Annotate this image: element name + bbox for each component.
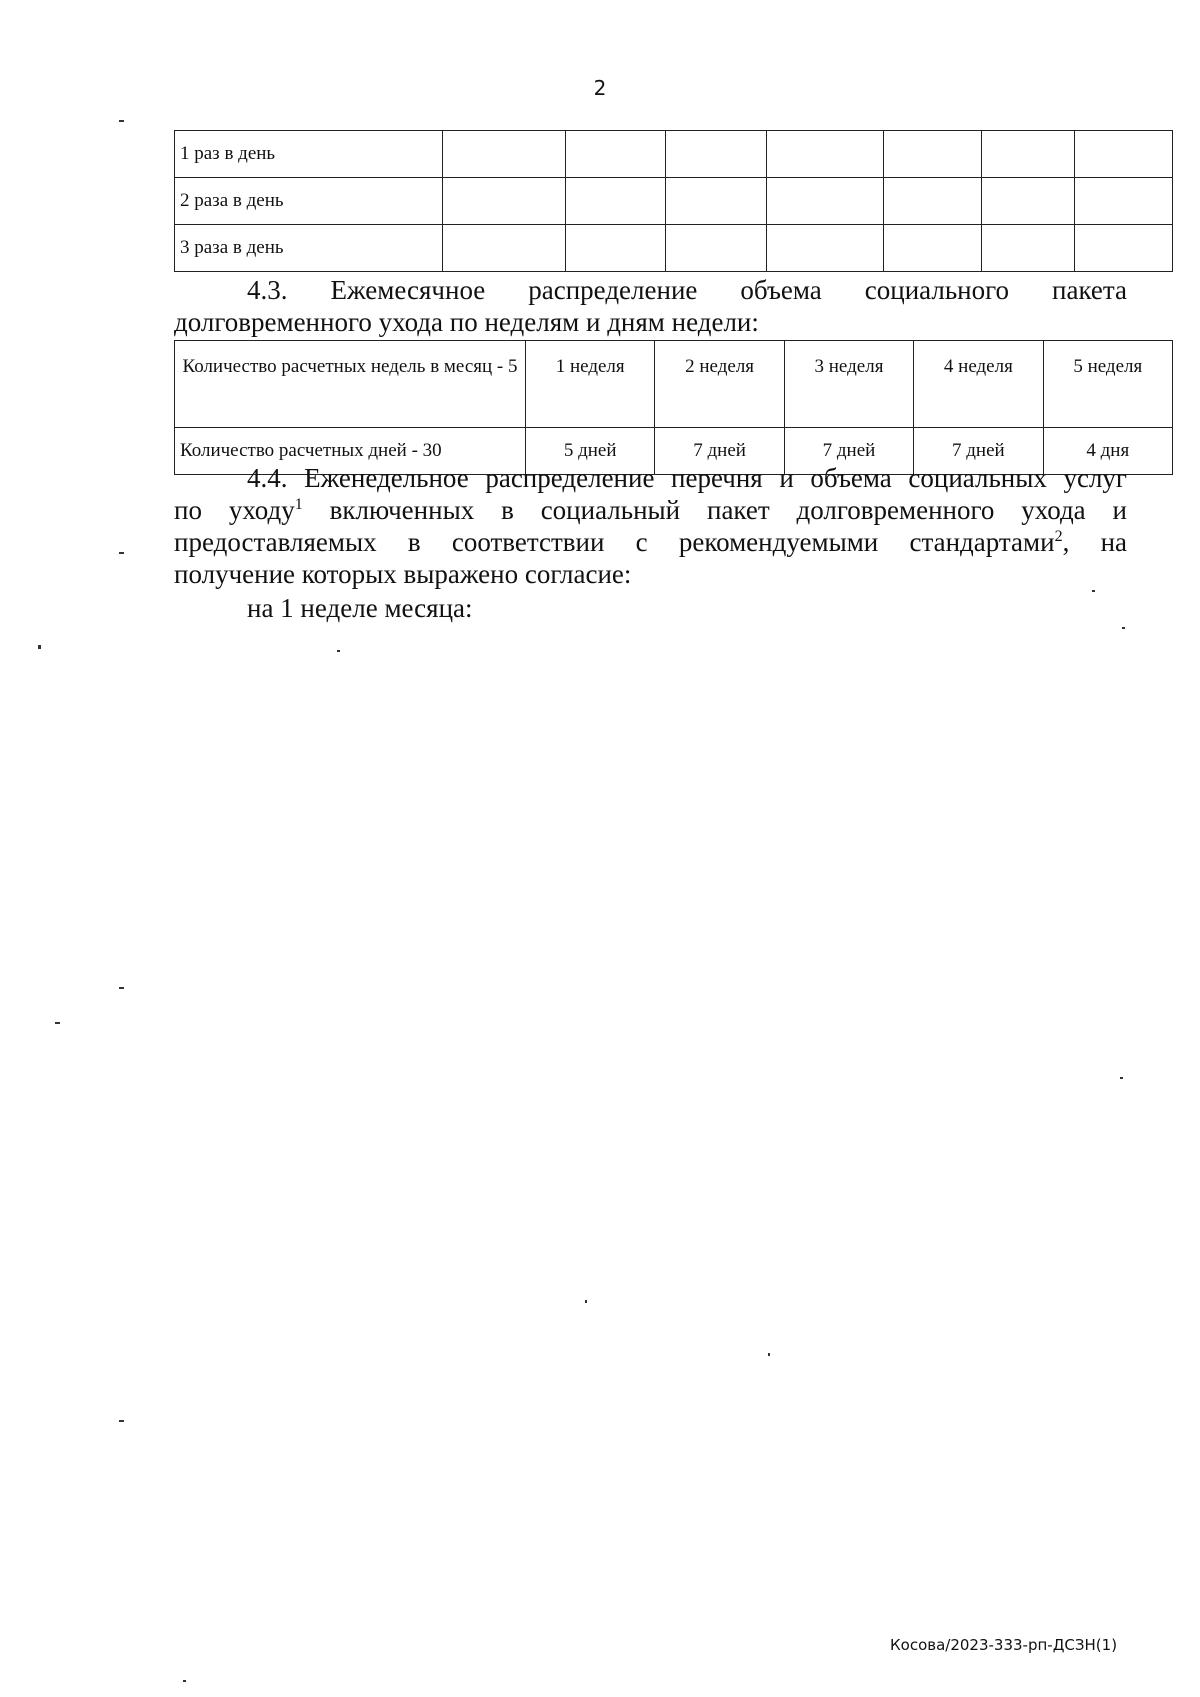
section-4-4-line-3 xyxy=(174,526,1127,558)
table-cell xyxy=(883,178,982,225)
table-cell: 2 неделя xyxy=(655,341,784,428)
table-cell xyxy=(767,131,884,178)
scan-speck xyxy=(1120,1077,1123,1079)
table-cell xyxy=(982,225,1075,272)
table-row xyxy=(175,225,1173,272)
table-cell: 7 дней xyxy=(655,428,784,475)
scan-speck xyxy=(119,552,124,554)
table-cell: 7 дней xyxy=(914,428,1043,475)
scan-speck xyxy=(119,1420,124,1422)
row-label: 3 раза в день xyxy=(175,225,443,272)
table-cell xyxy=(982,131,1075,178)
scan-speck xyxy=(38,645,41,649)
section-4-4-line-4: получение которых выражено согласие: xyxy=(174,559,632,589)
row-label: 1 раз в день xyxy=(175,131,443,178)
section-4-3-paragraph xyxy=(174,274,1127,338)
table-cell: Количество расчетных дней - 30 xyxy=(175,428,526,475)
table-cell xyxy=(565,225,666,272)
table-cell: 5 дней xyxy=(526,428,655,475)
table-cell xyxy=(982,178,1075,225)
section-4-4-line-1: 4.4. Еженедельное распределение перечня и объема социальных услуг xyxy=(247,463,1127,493)
scan-speck xyxy=(55,1022,60,1024)
page-number: 2 xyxy=(593,76,607,100)
table-cell xyxy=(1075,225,1173,272)
scan-speck xyxy=(1122,627,1125,629)
table-cell xyxy=(666,131,767,178)
table-cell: 7 дней xyxy=(784,428,913,475)
frequency-table xyxy=(174,130,1173,272)
text-fragment: включенных в социальный пакет долговременного ухода и xyxy=(302,495,1127,525)
weekly-distribution-table xyxy=(174,340,1173,475)
table-cell xyxy=(767,178,884,225)
footnote-ref-1: 1 xyxy=(294,496,303,513)
table-cell: 1 неделя xyxy=(526,341,655,428)
table-row xyxy=(175,341,1173,428)
table-cell: Количество расчетных недель в месяц - 5 xyxy=(175,341,526,428)
week-label: на 1 неделе месяца: xyxy=(247,593,473,623)
table-cell xyxy=(565,178,666,225)
row-label: 2 раза в день xyxy=(175,178,443,225)
table-cell: 4 неделя xyxy=(914,341,1043,428)
table-cell xyxy=(767,225,884,272)
scan-speck xyxy=(768,1353,770,1356)
table-cell xyxy=(1075,131,1173,178)
table-cell: 5 неделя xyxy=(1043,341,1172,428)
table-cell xyxy=(883,225,982,272)
table-cell: 3 неделя xyxy=(784,341,913,428)
table-row xyxy=(175,178,1173,225)
table-cell xyxy=(443,131,565,178)
table-cell xyxy=(666,178,767,225)
section-4-3-line-2: долговременного ухода по неделям и дням недели: xyxy=(174,307,759,337)
table-row xyxy=(175,131,1173,178)
table-cell xyxy=(443,225,565,272)
section-4-3-line-1: 4.3. Ежемесячное распределение объема социального пакета xyxy=(247,275,1127,305)
text-fragment: , на xyxy=(1062,527,1127,557)
scan-speck xyxy=(1092,590,1095,592)
table-cell xyxy=(443,178,565,225)
scan-speck xyxy=(337,650,340,652)
table-cell xyxy=(883,131,982,178)
table-cell xyxy=(565,131,666,178)
scan-speck xyxy=(119,120,124,122)
scan-speck xyxy=(585,1300,587,1303)
table-cell xyxy=(666,225,767,272)
section-4-4-paragraph xyxy=(174,462,1127,590)
footnote-ref-2: 2 xyxy=(1054,528,1063,545)
table-cell: 4 дня xyxy=(1043,428,1172,475)
section-4-4-line-2 xyxy=(174,494,1127,526)
table-cell xyxy=(1075,178,1173,225)
text-fragment: по уходу xyxy=(174,495,295,525)
scan-speck xyxy=(119,987,124,989)
text-fragment: предоставляемых в соответствии с рекомендуемыми стандартами xyxy=(174,527,1055,557)
document-reference: Косова/2023-333-рп-ДСЗН(1) xyxy=(890,1636,1118,1654)
scan-speck xyxy=(183,1680,186,1682)
